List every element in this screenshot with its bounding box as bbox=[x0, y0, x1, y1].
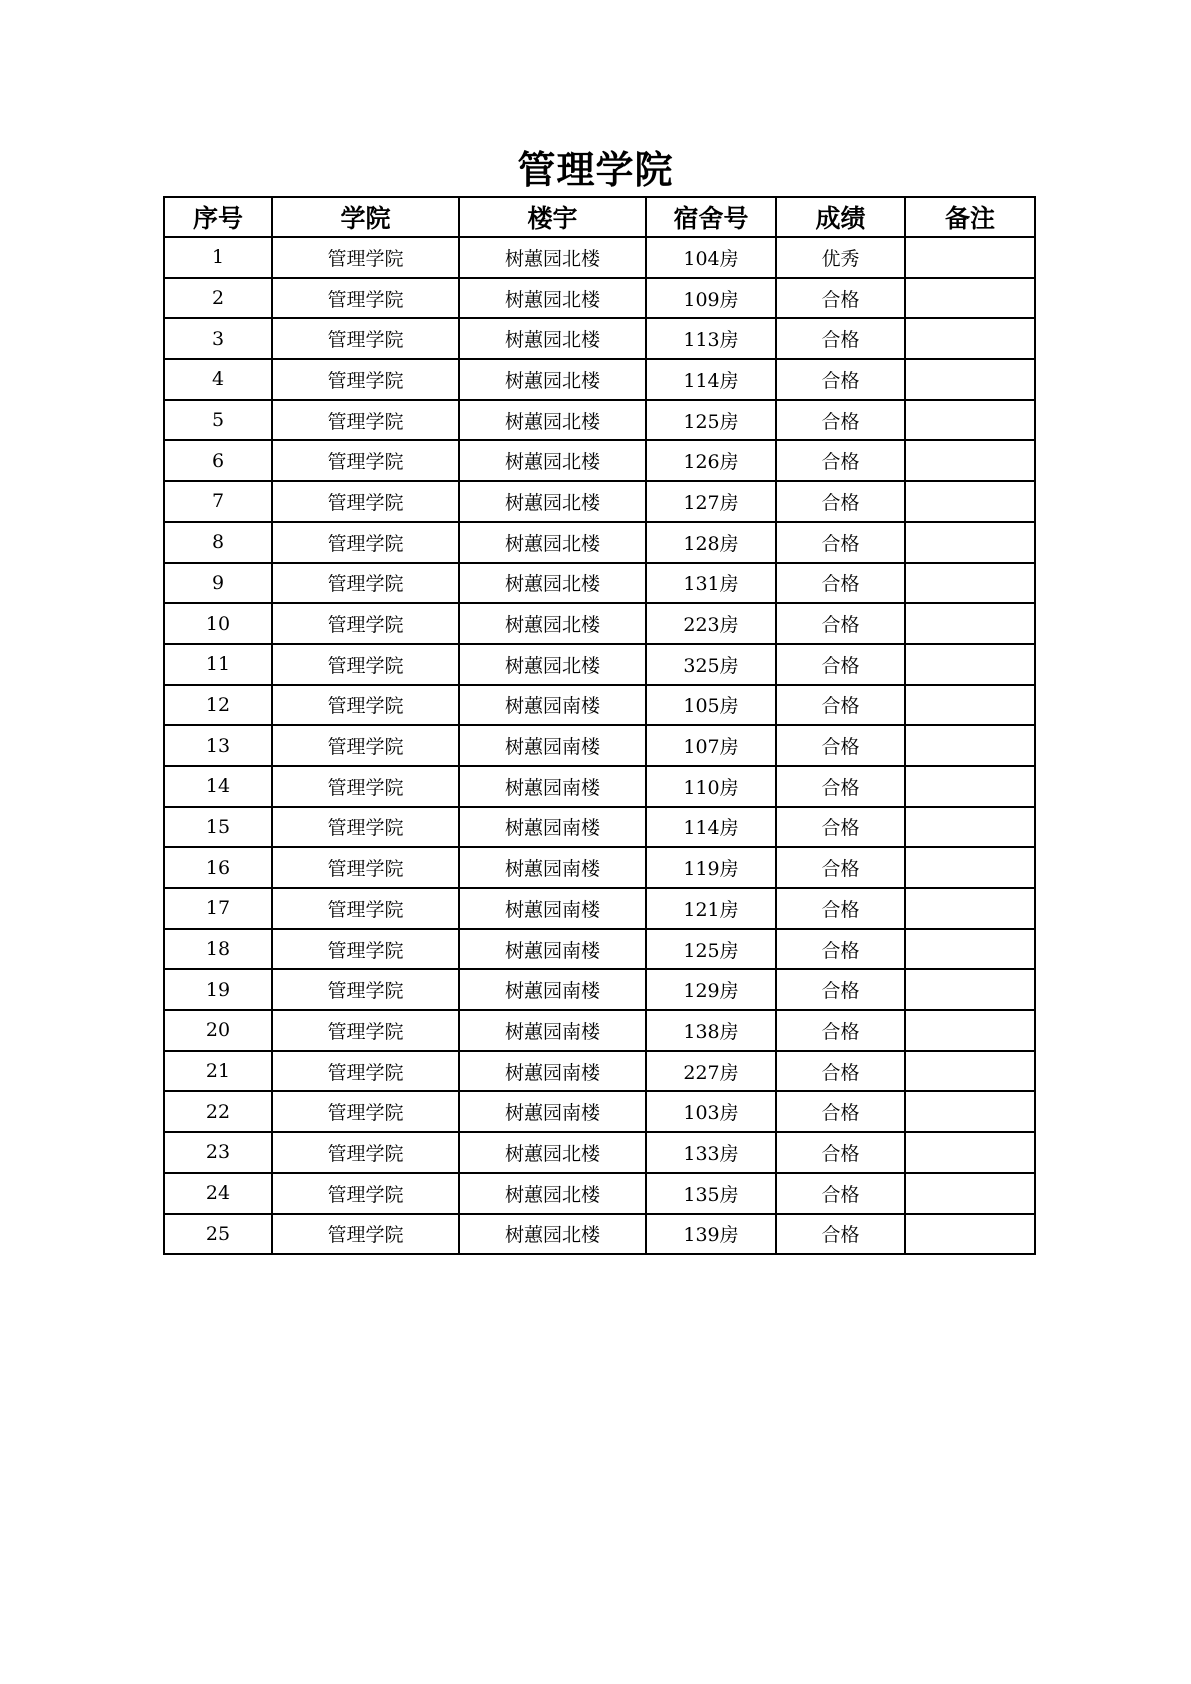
cell-no: 1 bbox=[164, 237, 272, 278]
table-row bbox=[164, 1010, 1035, 1051]
cell-room: 104房 bbox=[646, 237, 776, 278]
cell-no: 18 bbox=[164, 929, 272, 970]
cell-no: 8 bbox=[164, 522, 272, 563]
table-row bbox=[164, 847, 1035, 888]
cell-room: 139房 bbox=[646, 1214, 776, 1255]
cell-building: 树蕙园北楼 bbox=[459, 603, 646, 644]
cell-note bbox=[905, 563, 1035, 604]
cell-college: 管理学院 bbox=[272, 318, 459, 359]
cell-building: 树蕙园南楼 bbox=[459, 807, 646, 848]
cell-building: 树蕙园北楼 bbox=[459, 481, 646, 522]
cell-grade: 合格 bbox=[776, 563, 905, 604]
cell-college: 管理学院 bbox=[272, 969, 459, 1010]
cell-building: 树蕙园南楼 bbox=[459, 1051, 646, 1092]
cell-building: 树蕙园北楼 bbox=[459, 237, 646, 278]
table-body bbox=[164, 237, 1035, 1254]
cell-building: 树蕙园南楼 bbox=[459, 929, 646, 970]
cell-building: 树蕙园南楼 bbox=[459, 1010, 646, 1051]
cell-building: 树蕙园南楼 bbox=[459, 969, 646, 1010]
table-row bbox=[164, 400, 1035, 441]
cell-grade: 合格 bbox=[776, 807, 905, 848]
cell-grade: 合格 bbox=[776, 359, 905, 400]
cell-no: 2 bbox=[164, 278, 272, 319]
cell-college: 管理学院 bbox=[272, 603, 459, 644]
cell-college: 管理学院 bbox=[272, 237, 459, 278]
cell-room: 125房 bbox=[646, 400, 776, 441]
cell-no: 3 bbox=[164, 318, 272, 359]
cell-room: 127房 bbox=[646, 481, 776, 522]
cell-building: 树蕙园南楼 bbox=[459, 766, 646, 807]
cell-no: 25 bbox=[164, 1214, 272, 1255]
cell-room: 227房 bbox=[646, 1051, 776, 1092]
cell-note bbox=[905, 278, 1035, 319]
cell-college: 管理学院 bbox=[272, 685, 459, 726]
cell-note bbox=[905, 603, 1035, 644]
cell-building: 树蕙园北楼 bbox=[459, 400, 646, 441]
cell-building: 树蕙园北楼 bbox=[459, 359, 646, 400]
cell-grade: 优秀 bbox=[776, 237, 905, 278]
cell-grade: 合格 bbox=[776, 847, 905, 888]
cell-note bbox=[905, 1091, 1035, 1132]
cell-note bbox=[905, 1051, 1035, 1092]
cell-building: 树蕙园南楼 bbox=[459, 725, 646, 766]
cell-college: 管理学院 bbox=[272, 440, 459, 481]
table-row bbox=[164, 603, 1035, 644]
cell-room: 129房 bbox=[646, 969, 776, 1010]
table-row bbox=[164, 481, 1035, 522]
cell-grade: 合格 bbox=[776, 1173, 905, 1214]
cell-no: 6 bbox=[164, 440, 272, 481]
cell-no: 21 bbox=[164, 1051, 272, 1092]
cell-no: 22 bbox=[164, 1091, 272, 1132]
table-row bbox=[164, 1091, 1035, 1132]
table-row bbox=[164, 237, 1035, 278]
table-row bbox=[164, 725, 1035, 766]
cell-room: 110房 bbox=[646, 766, 776, 807]
header-no: 序号 bbox=[164, 197, 272, 237]
cell-grade: 合格 bbox=[776, 603, 905, 644]
cell-note bbox=[905, 847, 1035, 888]
cell-building: 树蕙园北楼 bbox=[459, 1214, 646, 1255]
header-building: 楼宇 bbox=[459, 197, 646, 237]
table-row bbox=[164, 888, 1035, 929]
cell-grade: 合格 bbox=[776, 440, 905, 481]
cell-no: 13 bbox=[164, 725, 272, 766]
cell-building: 树蕙园北楼 bbox=[459, 318, 646, 359]
cell-note bbox=[905, 929, 1035, 970]
cell-note bbox=[905, 888, 1035, 929]
cell-building: 树蕙园北楼 bbox=[459, 278, 646, 319]
cell-building: 树蕙园北楼 bbox=[459, 440, 646, 481]
cell-room: 114房 bbox=[646, 359, 776, 400]
cell-college: 管理学院 bbox=[272, 807, 459, 848]
cell-no: 14 bbox=[164, 766, 272, 807]
cell-note bbox=[905, 440, 1035, 481]
cell-no: 23 bbox=[164, 1132, 272, 1173]
cell-room: 325房 bbox=[646, 644, 776, 685]
table-row bbox=[164, 1132, 1035, 1173]
cell-building: 树蕙园北楼 bbox=[459, 522, 646, 563]
cell-note bbox=[905, 766, 1035, 807]
cell-grade: 合格 bbox=[776, 644, 905, 685]
cell-no: 4 bbox=[164, 359, 272, 400]
cell-room: 128房 bbox=[646, 522, 776, 563]
cell-grade: 合格 bbox=[776, 522, 905, 563]
table-row bbox=[164, 644, 1035, 685]
cell-note bbox=[905, 1173, 1035, 1214]
table-row bbox=[164, 318, 1035, 359]
cell-room: 133房 bbox=[646, 1132, 776, 1173]
page-title: 管理学院 bbox=[517, 148, 674, 192]
cell-grade: 合格 bbox=[776, 888, 905, 929]
table-row bbox=[164, 440, 1035, 481]
cell-college: 管理学院 bbox=[272, 1091, 459, 1132]
cell-room: 121房 bbox=[646, 888, 776, 929]
cell-grade: 合格 bbox=[776, 1091, 905, 1132]
cell-college: 管理学院 bbox=[272, 725, 459, 766]
cell-room: 223房 bbox=[646, 603, 776, 644]
cell-grade: 合格 bbox=[776, 1132, 905, 1173]
cell-building: 树蕙园北楼 bbox=[459, 644, 646, 685]
table-row bbox=[164, 359, 1035, 400]
table-row bbox=[164, 522, 1035, 563]
cell-building: 树蕙园北楼 bbox=[459, 563, 646, 604]
cell-grade: 合格 bbox=[776, 1010, 905, 1051]
table-row bbox=[164, 685, 1035, 726]
cell-college: 管理学院 bbox=[272, 359, 459, 400]
cell-room: 125房 bbox=[646, 929, 776, 970]
cell-note bbox=[905, 807, 1035, 848]
table-header bbox=[164, 197, 1035, 237]
cell-room: 126房 bbox=[646, 440, 776, 481]
cell-grade: 合格 bbox=[776, 685, 905, 726]
cell-note bbox=[905, 969, 1035, 1010]
header-note: 备注 bbox=[905, 197, 1035, 237]
cell-note bbox=[905, 481, 1035, 522]
cell-college: 管理学院 bbox=[272, 929, 459, 970]
cell-no: 24 bbox=[164, 1173, 272, 1214]
cell-note bbox=[905, 400, 1035, 441]
cell-note bbox=[905, 644, 1035, 685]
table-row bbox=[164, 766, 1035, 807]
cell-room: 138房 bbox=[646, 1010, 776, 1051]
cell-note bbox=[905, 685, 1035, 726]
header-grade: 成绩 bbox=[776, 197, 905, 237]
cell-no: 19 bbox=[164, 969, 272, 1010]
cell-note bbox=[905, 725, 1035, 766]
cell-no: 5 bbox=[164, 400, 272, 441]
table-row bbox=[164, 1214, 1035, 1255]
cell-college: 管理学院 bbox=[272, 481, 459, 522]
cell-no: 15 bbox=[164, 807, 272, 848]
cell-college: 管理学院 bbox=[272, 1214, 459, 1255]
cell-room: 109房 bbox=[646, 278, 776, 319]
cell-note bbox=[905, 1132, 1035, 1173]
cell-room: 114房 bbox=[646, 807, 776, 848]
cell-college: 管理学院 bbox=[272, 278, 459, 319]
table-row bbox=[164, 278, 1035, 319]
cell-room: 113房 bbox=[646, 318, 776, 359]
cell-room: 131房 bbox=[646, 563, 776, 604]
cell-grade: 合格 bbox=[776, 1214, 905, 1255]
cell-grade: 合格 bbox=[776, 725, 905, 766]
cell-note bbox=[905, 522, 1035, 563]
table-row bbox=[164, 1051, 1035, 1092]
table-row bbox=[164, 929, 1035, 970]
cell-grade: 合格 bbox=[776, 929, 905, 970]
cell-building: 树蕙园南楼 bbox=[459, 685, 646, 726]
cell-no: 16 bbox=[164, 847, 272, 888]
cell-room: 105房 bbox=[646, 685, 776, 726]
table-row bbox=[164, 563, 1035, 604]
cell-college: 管理学院 bbox=[272, 888, 459, 929]
cell-note bbox=[905, 359, 1035, 400]
cell-college: 管理学院 bbox=[272, 1173, 459, 1214]
cell-college: 管理学院 bbox=[272, 1132, 459, 1173]
cell-no: 12 bbox=[164, 685, 272, 726]
cell-college: 管理学院 bbox=[272, 563, 459, 604]
cell-college: 管理学院 bbox=[272, 766, 459, 807]
cell-college: 管理学院 bbox=[272, 1051, 459, 1092]
header-college: 学院 bbox=[272, 197, 459, 237]
cell-grade: 合格 bbox=[776, 481, 905, 522]
cell-building: 树蕙园南楼 bbox=[459, 888, 646, 929]
cell-building: 树蕙园南楼 bbox=[459, 1091, 646, 1132]
cell-note bbox=[905, 1214, 1035, 1255]
cell-college: 管理学院 bbox=[272, 1010, 459, 1051]
cell-no: 20 bbox=[164, 1010, 272, 1051]
cell-building: 树蕙园北楼 bbox=[459, 1173, 646, 1214]
cell-room: 119房 bbox=[646, 847, 776, 888]
cell-college: 管理学院 bbox=[272, 847, 459, 888]
cell-grade: 合格 bbox=[776, 969, 905, 1010]
cell-grade: 合格 bbox=[776, 1051, 905, 1092]
cell-college: 管理学院 bbox=[272, 644, 459, 685]
cell-college: 管理学院 bbox=[272, 400, 459, 441]
cell-college: 管理学院 bbox=[272, 522, 459, 563]
cell-no: 11 bbox=[164, 644, 272, 685]
cell-note bbox=[905, 318, 1035, 359]
cell-grade: 合格 bbox=[776, 278, 905, 319]
header-row bbox=[164, 197, 1035, 237]
cell-note bbox=[905, 237, 1035, 278]
cell-note bbox=[905, 1010, 1035, 1051]
table-row bbox=[164, 807, 1035, 848]
cell-no: 7 bbox=[164, 481, 272, 522]
cell-no: 17 bbox=[164, 888, 272, 929]
cell-no: 9 bbox=[164, 563, 272, 604]
header-room: 宿舍号 bbox=[646, 197, 776, 237]
cell-no: 10 bbox=[164, 603, 272, 644]
cell-room: 107房 bbox=[646, 725, 776, 766]
cell-room: 103房 bbox=[646, 1091, 776, 1132]
table-row bbox=[164, 969, 1035, 1010]
table-row bbox=[164, 1173, 1035, 1214]
cell-building: 树蕙园南楼 bbox=[459, 847, 646, 888]
cell-room: 135房 bbox=[646, 1173, 776, 1214]
cell-grade: 合格 bbox=[776, 318, 905, 359]
cell-building: 树蕙园北楼 bbox=[459, 1132, 646, 1173]
cell-grade: 合格 bbox=[776, 766, 905, 807]
dormitory-table bbox=[163, 196, 1036, 1255]
cell-grade: 合格 bbox=[776, 400, 905, 441]
